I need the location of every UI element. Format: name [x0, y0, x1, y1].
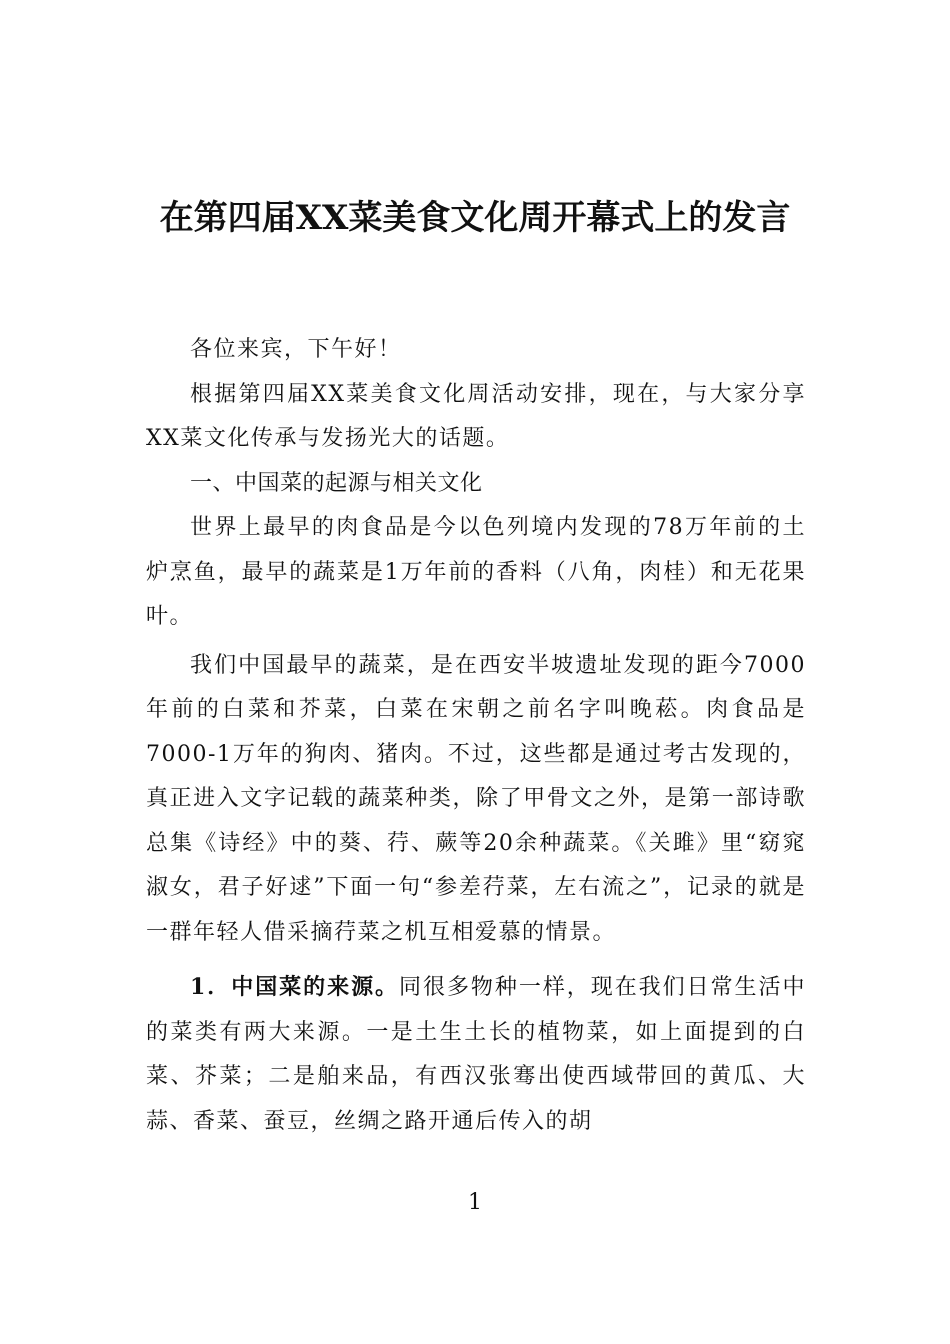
page-number: 1	[468, 1190, 482, 1215]
document-body	[146, 328, 806, 1144]
origin-paragraph: 世界上最早的肉食品是今以色列境内发现的78万年前的土炉烹鱼，最早的蔬菜是1万年前的香料（八角，肉桂）和无花果叶。	[146, 515, 806, 629]
document-title: 在第四届XX菜美食文化周开幕式上的发言	[159, 198, 791, 238]
intro-paragraph: 根据第四届XX菜美食文化周活动安排，现在，与大家分享XX菜文化传承与发扬光大的话题。	[146, 381, 806, 451]
china-vegetables-paragraph: 我们中国最早的蔬菜，是在西安半坡遗址发现的距今7000年前的白菜和芥菜，白菜在宋朝之前名字叫晚菘。肉食品是7000-1万年的狗肉、猪肉。不过，这些都是通过考古发现的，真正进入文字记载的蔬菜种类，除了甲骨文之外，是第一部诗歌总集《诗经》中的葵、荇、蕨等20余种蔬菜。《关雎》里“窈窕淑女，君子好逑”下面一句“参差荇菜，左右流之”，记录的就是一群年轻人借采摘荇菜之机互相爱慕的情景。	[146, 652, 806, 945]
source-lead: 1．中国菜的来源。	[190, 974, 400, 1000]
source-text: 同很多物种一样，现在我们日常生活中的菜类有两大来源。一是土生土长的植物菜，如上面提到的白菜、芥菜；二是舶来品，有西汉张骞出使西域带回的黄瓜、大蒜、香菜、蚕豆，丝绸之路开通后传入的胡	[146, 975, 806, 1134]
section-heading: 一、中国菜的起源与相关文化	[190, 470, 483, 496]
greeting-paragraph: 各位来宾，下午好！	[190, 337, 402, 362]
source-paragraph	[146, 965, 806, 1144]
